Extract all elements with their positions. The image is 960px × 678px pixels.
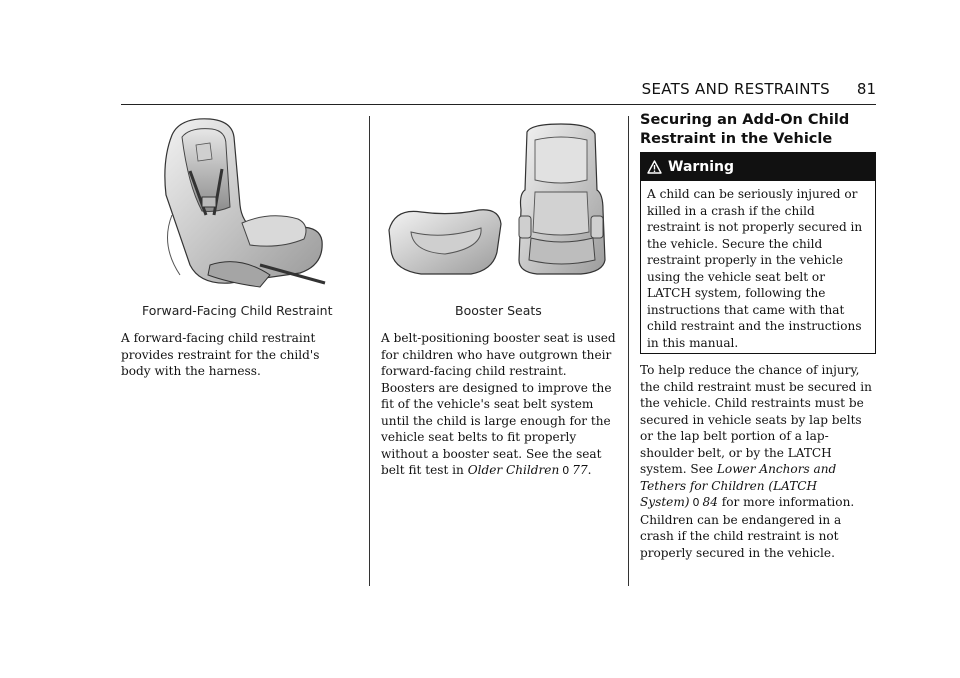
booster-paragraph [381,330,617,480]
page-ref-icon: 0 [692,496,700,509]
latch-system-link[interactable]: Lower Anchors and Tethers for Children (LATCH System) [640,462,837,509]
forward-facing-child-restraint-illustration [150,115,335,293]
warning-box [640,152,876,354]
latch-system-page-ref[interactable]: 84 [702,495,718,509]
column-divider-left [369,116,370,586]
booster-seats-illustration [381,120,613,292]
securing-paragraph-end: for more information. Children can be endangered in a crash if the child restraint is not properly secured in the vehicle. [640,495,855,560]
warning-header [641,153,875,181]
left-column-text [121,330,351,380]
securing-paragraph-text: To help reduce the chance of injury, the child restraint must be secured in the vehicle. Child restraints must be secured in vehicle seats by lap belts or the lap belt portion of a lap-shoulder belt, or by the LATCH system. See [640,363,872,476]
column-divider-right [628,116,629,586]
section-heading: Securing an Add-On Child Restraint in the Vehicle [640,112,850,147]
page-number: 81 [856,80,876,98]
page-ref-icon: 0 [562,464,570,477]
warning-text: A child can be seriously injured or killed in a crash if the child restraint is not properly secured in the vehicle. Secure the child restraint properly in the vehicle using the vehicle seat belt or LATCH system, following the instructions that came with that child restraint and the instructions in this manual. [647,187,863,350]
older-children-page-ref[interactable]: 77 [572,463,588,477]
page-header [121,78,876,105]
section-title: SEATS AND RESTRAINTS [641,80,830,98]
older-children-link[interactable]: Older Children [467,463,560,477]
middle-column-text [381,330,617,480]
right-column-text [640,362,878,561]
end-punctuation: . [587,463,592,477]
securing-paragraph [640,362,878,561]
figure-caption-forward-facing: Forward-Facing Child Restraint [142,303,333,318]
booster-paragraph-text: A belt-positioning booster seat is used for children who have outgrown their forward-facing child restraint. Boosters are designed to improve the fit of the vehicle's seat belt system until the child is large enough for the vehicle seat belts to fit properly without a booster seat. See the seat belt fit test in [381,331,616,477]
forward-facing-paragraph: A forward-facing child restraint provides restraint for the child's body with the harness. [121,331,320,378]
warning-triangle-icon [647,160,662,174]
warning-label: Warning [668,159,735,175]
figure-caption-booster-seats: Booster Seats [455,303,542,318]
